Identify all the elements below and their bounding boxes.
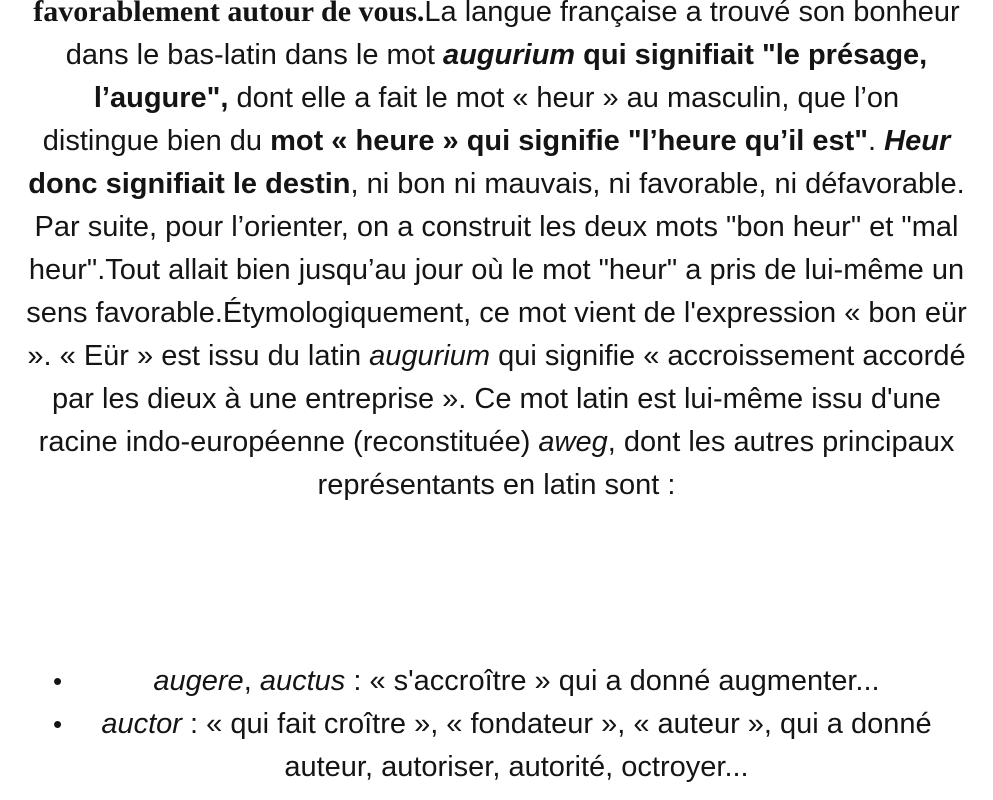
bullet-icon: •: [53, 709, 63, 739]
text-run: , dont les autres principaux représentants en latin sont :: [317, 426, 955, 501]
text-run-bold-italic: Heur: [884, 125, 951, 157]
text-run-italic: aweg: [538, 426, 608, 458]
text-run: distingue bien du: [42, 125, 271, 157]
list-separator: ,: [243, 665, 260, 697]
text-run-bold: donc signifiait le destin: [28, 168, 351, 200]
text-run-bold-italic: augurium: [442, 39, 576, 71]
list-term: augere: [153, 665, 244, 697]
text-run-italic: augurium: [369, 340, 491, 372]
bullet-list: [0, 660, 993, 789]
text-run: , ni bon ni mauvais, ni favorable, ni défavorable. Par suite, pour l’orienter, on a construit les deux mots "bon heur" et "mal heur".Tout allait bien jusqu’au jour où le mot "heur" a pris de lui-même un sens favorable.Étymologiquement, ce mot vient de l'expression « bon eür ». « Eür » est issu du latin: [26, 168, 967, 372]
bullet-icon: •: [53, 666, 63, 696]
text-run: La langue française a trouvé son bonheur dans le bas-latin dans le mot: [65, 0, 960, 71]
text-run-serif-bold: favorablement autour de vous.: [33, 0, 425, 28]
list-item: [0, 703, 993, 789]
list-text: : « qui fait croître », « fondateur », « auteur », qui a donné auteur, autoriser, autorité, octroyer...: [181, 708, 932, 783]
text-run: qui signifie « accroissement accordé par les dieux à une entreprise ». Ce mot latin est lui-même issu d'une racine indo-européenne (reconstituée): [38, 340, 966, 458]
list-term: auctus: [259, 665, 346, 697]
list-item: [0, 660, 993, 703]
text-run-bold: mot « heure » qui signifie "l’heure qu’il est": [270, 125, 869, 157]
list-term: auctor: [101, 708, 182, 740]
text-run: dont elle a fait le mot « heur » au masculin, que l’on: [228, 82, 900, 114]
list-text: : « s'accroître » qui a donné augmenter...: [345, 665, 880, 697]
text-run-bold: qui signifiait "le présage, l’augure",: [93, 39, 928, 114]
text-run: .: [868, 125, 885, 157]
body-paragraph: [16, 0, 977, 507]
